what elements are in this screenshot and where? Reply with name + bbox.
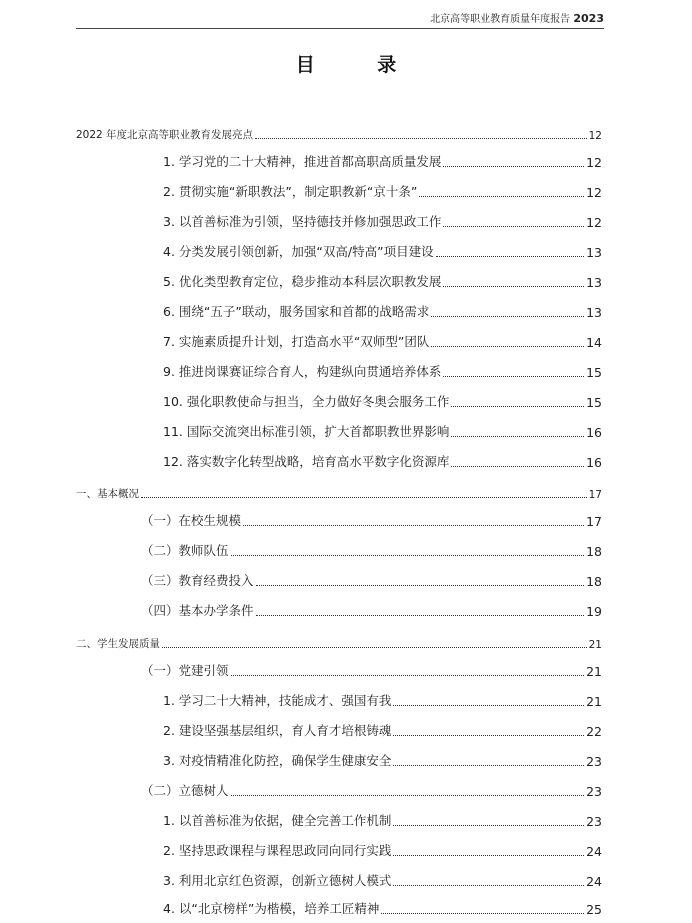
toc-entry-label: 3. 对疫情精准化防控，确保学生健康安全 xyxy=(163,753,392,768)
dot-leader xyxy=(431,345,584,347)
dot-leader xyxy=(443,165,584,167)
toc-page-number: 12 xyxy=(588,130,602,142)
toc-page-number: 21 xyxy=(586,664,602,679)
toc-page-number: 24 xyxy=(586,844,602,859)
dot-leader xyxy=(231,554,585,556)
header-year: 2023 xyxy=(573,12,604,25)
toc-entry[interactable] xyxy=(141,601,602,619)
dot-leader xyxy=(451,435,584,437)
toc-page-number: 15 xyxy=(586,395,602,410)
toc-page-number: 18 xyxy=(586,574,602,589)
toc-entry-label: 4. 分类发展引领创新，加强“双高/特高”项目建设 xyxy=(163,244,434,259)
dot-leader xyxy=(419,195,584,197)
toc-entry[interactable] xyxy=(163,899,602,917)
toc-page-number: 13 xyxy=(586,305,602,320)
dot-leader xyxy=(393,764,584,766)
toc-entry-label: 二、学生发展质量 xyxy=(76,638,160,650)
dot-leader xyxy=(393,734,584,736)
toc-entry-label: 1. 以首善标准为依据，健全完善工作机制 xyxy=(163,813,392,828)
toc-entry-label: （一）在校生规模 xyxy=(141,513,242,528)
toc-entry-label: 4. 以“北京榜样”为楷模，培养工匠精神 xyxy=(163,901,380,916)
toc-page-number: 21 xyxy=(586,694,602,709)
toc-entry[interactable] xyxy=(163,392,602,410)
dot-leader xyxy=(451,405,584,407)
toc-entry-basic[interactable] xyxy=(76,486,602,501)
toc-entry-label: （四）基本办学条件 xyxy=(141,603,254,618)
toc-page-number: 16 xyxy=(586,455,602,470)
toc-entry[interactable] xyxy=(163,362,602,380)
toc-page-number: 21 xyxy=(588,639,602,651)
dot-leader xyxy=(255,137,587,139)
toc-entry[interactable] xyxy=(163,242,602,260)
toc-page-number: 18 xyxy=(586,544,602,559)
toc-entry[interactable] xyxy=(163,841,602,859)
toc-page-number: 13 xyxy=(586,245,602,260)
toc-page-number: 12 xyxy=(586,185,602,200)
toc-entry[interactable] xyxy=(163,152,602,170)
toc-entry-label: 11. 国际交流突出标准引领，扩大首都职教世界影响 xyxy=(163,424,450,439)
toc-entry[interactable] xyxy=(163,212,602,230)
header-title: 北京高等职业教育质量年度报告 xyxy=(430,14,571,25)
toc-page-number: 23 xyxy=(586,814,602,829)
toc-title: 目 录 xyxy=(295,54,425,76)
toc-entry-label: 1. 学习二十大精神，技能成才、强国有我 xyxy=(163,693,392,708)
toc-entry[interactable] xyxy=(163,182,602,200)
dot-leader xyxy=(443,285,584,287)
dot-leader xyxy=(393,884,584,886)
toc-page-number: 19 xyxy=(586,604,602,619)
dot-leader xyxy=(393,824,584,826)
toc-entry-label: （二）教师队伍 xyxy=(141,543,229,558)
toc-entry[interactable] xyxy=(141,541,602,559)
toc-entry-label: 9. 推进岗课赛证综合育人，构建纵向贯通培养体系 xyxy=(163,364,442,379)
toc-entry[interactable] xyxy=(141,571,602,589)
toc-entry-label: 2. 贯彻实施“新职教法”，制定职教新“京十条” xyxy=(163,184,418,199)
toc-entry[interactable] xyxy=(141,661,602,679)
toc-entry-label: 3. 利用北京红色资源，创新立德树人模式 xyxy=(163,873,392,888)
toc-entry-label: 10. 强化职教使命与担当，全力做好冬奥会服务工作 xyxy=(163,394,450,409)
dot-leader xyxy=(256,614,585,616)
toc-entry[interactable] xyxy=(163,452,602,470)
toc-page-number: 14 xyxy=(586,335,602,350)
toc-entry-label: （二）立德树人 xyxy=(141,783,229,798)
toc-entry[interactable] xyxy=(163,721,602,739)
dot-leader xyxy=(431,315,584,317)
toc-entry-label: （三）教育经费投入 xyxy=(141,573,254,588)
toc-entry[interactable] xyxy=(141,511,602,529)
toc-entry[interactable] xyxy=(163,272,602,290)
toc-page-number: 15 xyxy=(586,365,602,380)
toc-entry-label: 12. 落实数字化转型战略，培育高水平数字化资源库 xyxy=(163,454,450,469)
toc-entry-label: 1. 学习党的二十大精神，推进首都高职高质量发展 xyxy=(163,154,442,169)
toc-page-number: 16 xyxy=(586,425,602,440)
toc-entry-label: 一、基本概况 xyxy=(76,488,139,500)
dot-leader xyxy=(381,912,584,914)
dot-leader xyxy=(162,646,587,648)
dot-leader xyxy=(393,854,584,856)
toc-page-number: 23 xyxy=(586,784,602,799)
toc-entry-label: 2. 坚持思政课程与课程思政同向同行实践 xyxy=(163,843,392,858)
toc-entry[interactable] xyxy=(163,871,602,889)
toc-entry-label: 2022 年度北京高等职业教育发展亮点 xyxy=(76,129,254,141)
dot-leader xyxy=(393,704,584,706)
toc-entry[interactable] xyxy=(163,332,602,350)
dot-leader xyxy=(231,794,585,796)
toc-entry[interactable] xyxy=(163,811,602,829)
toc-page-number: 22 xyxy=(586,724,602,739)
toc-entry-label: （一）党建引领 xyxy=(141,663,229,678)
toc-entry[interactable] xyxy=(163,691,602,709)
toc-page-number: 13 xyxy=(586,275,602,290)
toc-entry-highlights[interactable] xyxy=(76,127,602,142)
toc-entry[interactable] xyxy=(163,302,602,320)
toc-entry-student[interactable] xyxy=(76,636,602,651)
toc-entry-label: 6. 围绕“五子”联动，服务国家和首都的战略需求 xyxy=(163,304,430,319)
toc-entry-label: 2. 建设坚强基层组织，育人育才培根铸魂 xyxy=(163,723,392,738)
toc-page-number: 12 xyxy=(586,215,602,230)
toc-entry[interactable] xyxy=(141,781,602,799)
toc-page-number: 17 xyxy=(586,514,602,529)
toc-page-number: 23 xyxy=(586,754,602,769)
toc-page-number: 25 xyxy=(586,902,602,917)
dot-leader xyxy=(141,496,587,498)
dot-leader xyxy=(451,465,584,467)
dot-leader xyxy=(443,375,584,377)
dot-leader xyxy=(443,225,584,227)
toc-entry-label: 7. 实施素质提升计划，打造高水平“双师型”团队 xyxy=(163,334,430,349)
dot-leader xyxy=(231,674,585,676)
toc-entry-label: 5. 优化类型教育定位，稳步推动本科层次职教发展 xyxy=(163,274,442,289)
dot-leader xyxy=(436,255,585,257)
toc-page-number: 24 xyxy=(586,874,602,889)
dot-leader xyxy=(243,524,584,526)
toc-entry[interactable] xyxy=(163,422,602,440)
toc-page-number: 17 xyxy=(588,489,602,501)
toc-page-number: 12 xyxy=(586,155,602,170)
toc-entry-label: 3. 以首善标准为引领，坚持德技并修加强思政工作 xyxy=(163,214,442,229)
dot-leader xyxy=(256,584,585,586)
toc-entry[interactable] xyxy=(163,751,602,769)
